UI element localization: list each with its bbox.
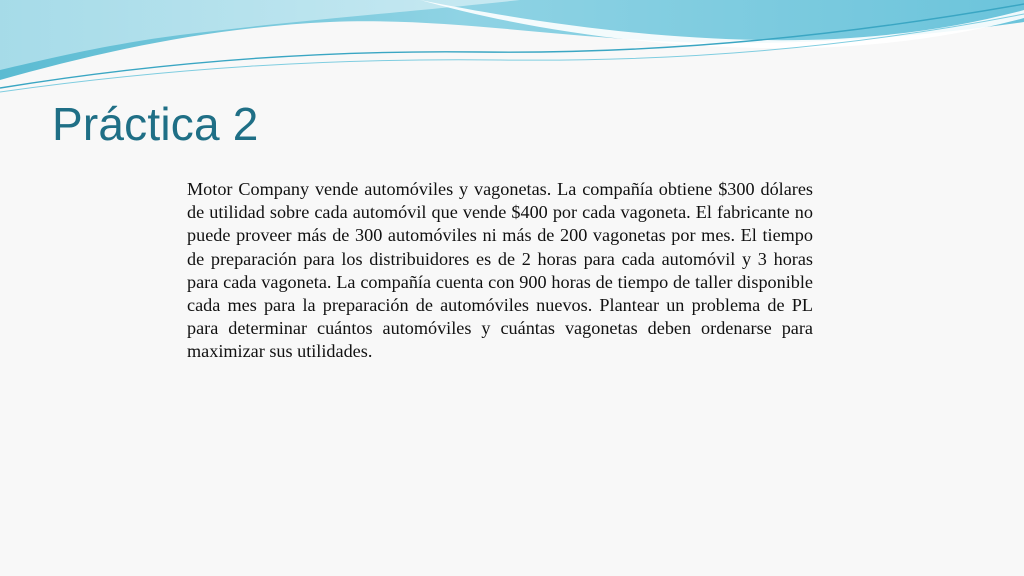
problem-statement: Motor Company vende automóviles y vagonetas. La compañía obtiene $300 dólares de utilidad sobre cada automóvil que vende $400 por cada vagoneta. El fabricante no puede proveer más de 300 automóviles ni más de 200 vagonetas por mes. El tiempo de preparación para los distribuidores es de 2 horas para cada automóvil y 3 horas para cada vagoneta. La compañía cuenta con 900 horas de tiempo de taller disponible cada mes para la preparación de automóviles nuevos. Plantear un problema de PL para determinar cuántos automóviles y cuántas vagonetas deben ordenarse para maximizar sus utilidades. <box>187 179 813 362</box>
header-wave-decoration <box>0 0 1024 110</box>
slide-title: Práctica 2 <box>52 98 259 150</box>
